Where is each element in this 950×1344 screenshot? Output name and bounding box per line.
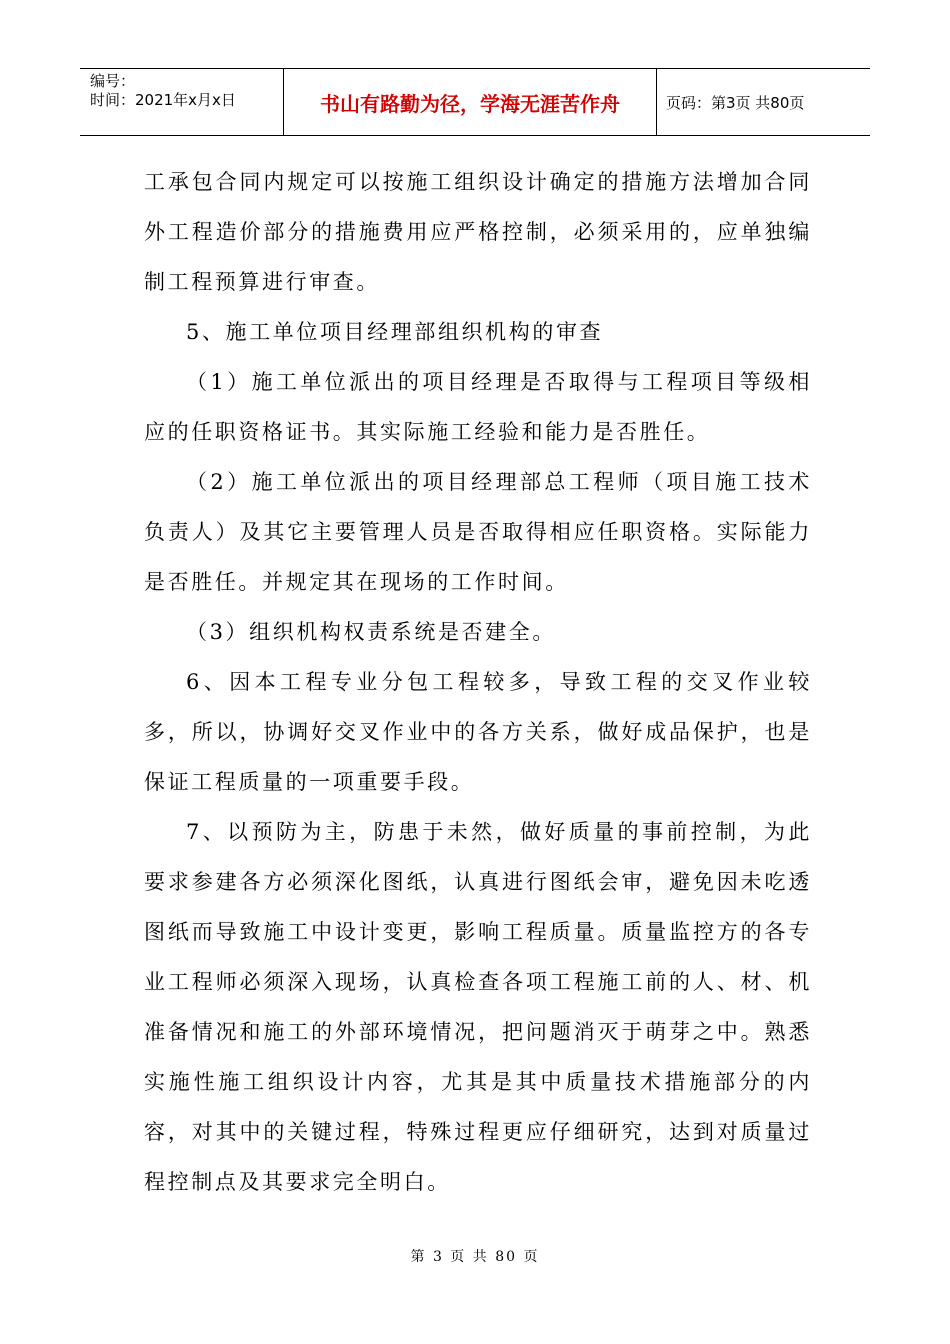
paragraph: 6、因本工程专业分包工程较多，导致工程的交叉作业较多，所以，协调好交叉作业中的各方关系，做好成品保护，也是保证工程质量的一项重要手段。 <box>144 670 812 794</box>
header-meta <box>80 69 283 135</box>
doc-date: 时间：2021年x月x日 <box>90 91 236 109</box>
paragraph: （2）施工单位派出的项目经理部总工程师（项目施工技术负责人）及其它主要管理人员是否取得相应任职资格。实际能力是否胜任。并规定其在现场的工作时间。 <box>144 470 812 594</box>
section-heading-5: 5、施工单位项目经理部组织机构的审查 <box>186 320 604 344</box>
document-body <box>144 157 812 1207</box>
doc-number-label: 编号： <box>90 72 136 90</box>
paragraph: 工承包合同内规定可以按施工组织设计确定的措施方法增加合同外工程造价部分的措施费用应严格控制，必须采用的，应单独编制工程预算进行审查。 <box>144 170 812 294</box>
page-header <box>80 68 870 136</box>
paragraph: （1）施工单位派出的项目经理是否取得与工程项目等级相应的任职资格证书。其实际施工经验和能力是否胜任。 <box>144 370 812 444</box>
paragraph: 7、以预防为主，防患于未然，做好质量的事前控制，为此要求参建各方必须深化图纸，认真进行图纸会审，避免因未吃透图纸而导致施工中设计变更，影响工程质量。质量监控方的各专业工程师必须深入现场，认真检查各项工程施工前的人、材、机准备情况和施工的外部环境情况，把问题消灭于萌芽之中。熟悉实施性施工组织设计内容，尤其是其中质量技术措施部分的内容，对其中的关键过程，特殊过程更应仔细研究，达到对质量过程控制点及其要求完全明白。 <box>144 820 812 1194</box>
header-page-info: 页码：第3页 共80页 <box>666 93 805 112</box>
page-footer: 第 3 页 共 80 页 <box>410 1249 540 1265</box>
header-motto: 书山有路勤为径，学海无涯苦作舟 <box>283 69 657 135</box>
paragraph: （3）组织机构权责系统是否建全。 <box>186 620 556 644</box>
